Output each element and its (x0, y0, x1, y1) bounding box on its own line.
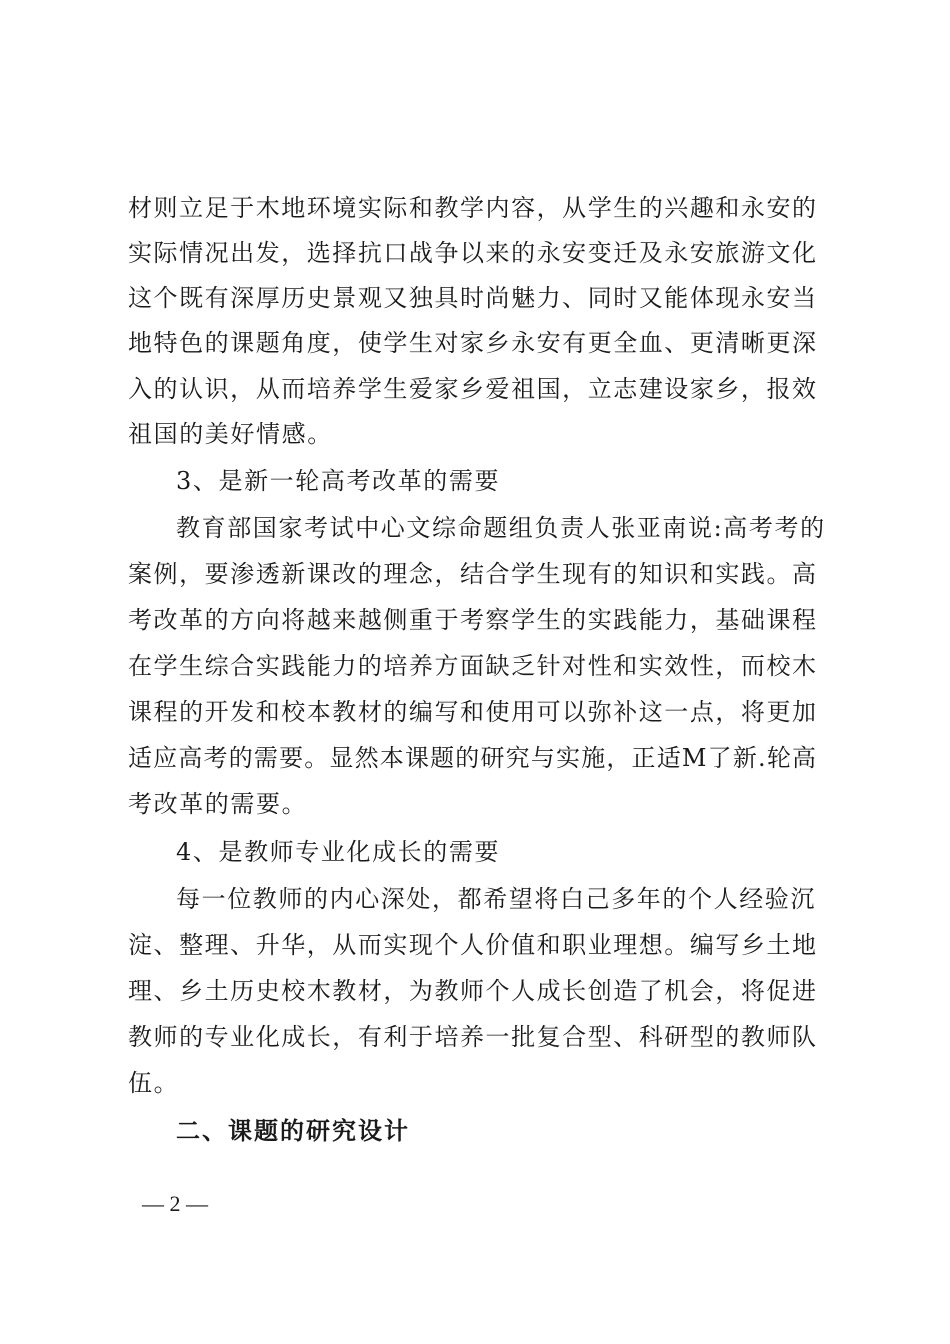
body-text-line: 实际情况出发，选择抗口战争以来的永安变迁及永安旅游文化 (128, 239, 816, 267)
body-text-line: 案例，要渗透新课改的理念，结合学生现有的知识和实践。高 (128, 560, 816, 588)
body-text-line: 课程的开发和校本教材的编写和使用可以弥补这一点，将更加 (128, 698, 816, 726)
body-text-line: 祖国的美好情感。 (128, 420, 333, 448)
chapter-heading: 二、课题的研究设计 (176, 1117, 410, 1145)
body-text-line: 地特色的课题角度，使学生对家乡永安有更全血、更清晰更深 (128, 329, 816, 357)
body-text-line: 在学生综合实践能力的培养方面缺乏针对性和实效性，而校木 (128, 652, 816, 680)
section-heading: 3、是新一轮高考改革的需要 (176, 467, 501, 495)
body-text-line: 考改革的需要。 (128, 790, 308, 818)
body-text-line: 教育部国家考试中心文综命题组负责人张亚南说:高考考的 (176, 514, 826, 542)
body-text-line: 淀、整理、升华，从而实现个人价值和职业理想。编写乡土地 (128, 931, 816, 959)
page-number: — 2 — (142, 1191, 208, 1216)
body-text-line: 伍。 (128, 1069, 180, 1097)
body-text-line: 材则立足于木地环境实际和教学内容，从学生的兴趣和永安的 (128, 194, 816, 222)
body-text-line: 这个既有深厚历史景观又独具时尚魅力、同时又能体现永安当 (128, 284, 816, 312)
body-text-line: 入的认识，从而培养学生爱家乡爱祖国，立志建设家乡，报效 (128, 375, 816, 403)
body-text-line: 教师的专业化成长，有利于培养一批复合型、科研型的教师队 (128, 1023, 816, 1051)
body-text-line: 每一位教师的内心深处，都希望将白己多年的个人经验沉 (176, 885, 816, 913)
section-heading: 4、是教师专业化成长的需要 (176, 838, 501, 866)
body-text-line: 考改革的方向将越来越侧重于考察学生的实践能力，基础课程 (128, 606, 816, 634)
body-text-line: 理、乡土历史校木教材，为教师个人成长创造了机会，将促进 (128, 977, 816, 1005)
body-text-line: 适应高考的需要。显然本课题的研究与实施，正适M了新.轮高 (128, 744, 816, 772)
